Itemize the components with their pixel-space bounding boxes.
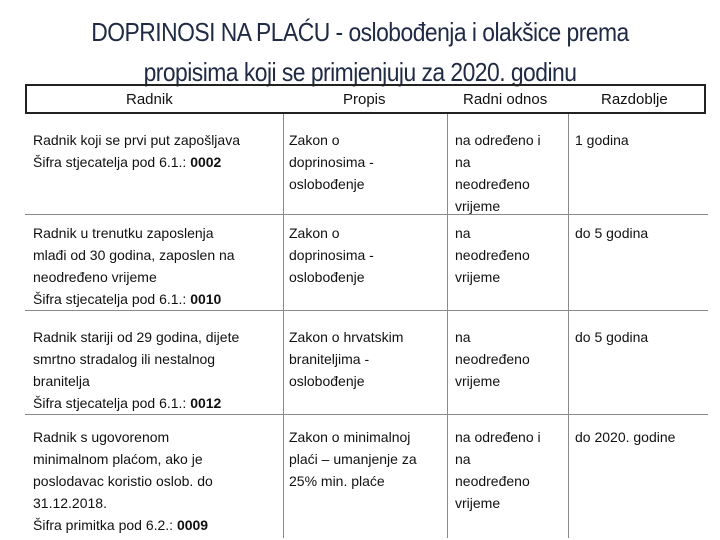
header-radnik: Radnik <box>126 91 173 108</box>
cell-propis: Zakon o doprinosima - oslobođenje <box>289 225 374 285</box>
column-divider <box>283 114 284 538</box>
sifra-code: 0002 <box>190 154 222 170</box>
sifra-code: 0012 <box>190 395 222 411</box>
cell-radnik: Radnik koji se prvi put zapošljava Šifra stjecatelja pod 6.1.: 0002 <box>33 132 240 170</box>
cell-razdoblje: 1 godina <box>575 132 629 148</box>
sifra-code: 0010 <box>190 291 222 307</box>
header-radni-odnos: Radni odnos <box>463 91 548 108</box>
cell-propis: Zakon o doprinosima - oslobođenje <box>289 132 374 192</box>
page-title <box>43 12 677 92</box>
cell-radni-odnos: na određeno i na neodređeno vrijeme <box>455 132 541 214</box>
cell-razdoblje: do 2020. godine <box>575 429 676 445</box>
title-line-2: propisima koji se primjenjuju za 2020. godinu <box>143 57 577 87</box>
header-propis: Propis <box>343 91 386 108</box>
cell-radni-odnos: na neodređeno vrijeme <box>455 225 530 285</box>
cell-propis: Zakon o minimalnoj plaći – umanjenje za 25% min. plaće <box>289 429 417 489</box>
cell-razdoblje: do 5 godina <box>575 225 649 241</box>
cell-propis: Zakon o hrvatskim braniteljima - oslobođenje <box>289 329 404 389</box>
title-line-1: DOPRINOSI NA PLAĆU - oslobođenja i olakšice prema <box>91 17 629 47</box>
table-header <box>25 84 706 114</box>
cell-radnik: Radnik s ugovorenom minimalnom plaćom, ako je poslodavac koristio oslob. do 31.12.2018. Šifra primitka pod 6.2.: 0009 <box>33 429 213 533</box>
cell-radnik: Radnik u trenutku zaposlenja mlađi od 30 godina, zaposlen na neodređeno vrijeme Šifra stjecatelja pod 6.1.: 0010 <box>33 225 235 307</box>
sifra-code: 0009 <box>176 517 209 533</box>
cell-radni-odnos: na određeno i na neodređeno vrijeme <box>455 429 541 511</box>
header-razdoblje: Razdoblje <box>601 91 668 108</box>
row-divider <box>25 214 708 215</box>
cell-radni-odnos: na neodređeno vrijeme <box>455 329 530 389</box>
cell-razdoblje: do 5 godina <box>575 329 649 345</box>
column-divider <box>447 114 448 538</box>
row-divider <box>25 414 708 415</box>
cell-radnik: Radnik stariji od 29 godina, dijete smrtno stradalog ili nestalnog branitelja Šifra stjecatelja pod 6.1.: 0012 <box>33 329 240 411</box>
contributions-table <box>25 84 708 538</box>
row-divider <box>25 310 708 311</box>
